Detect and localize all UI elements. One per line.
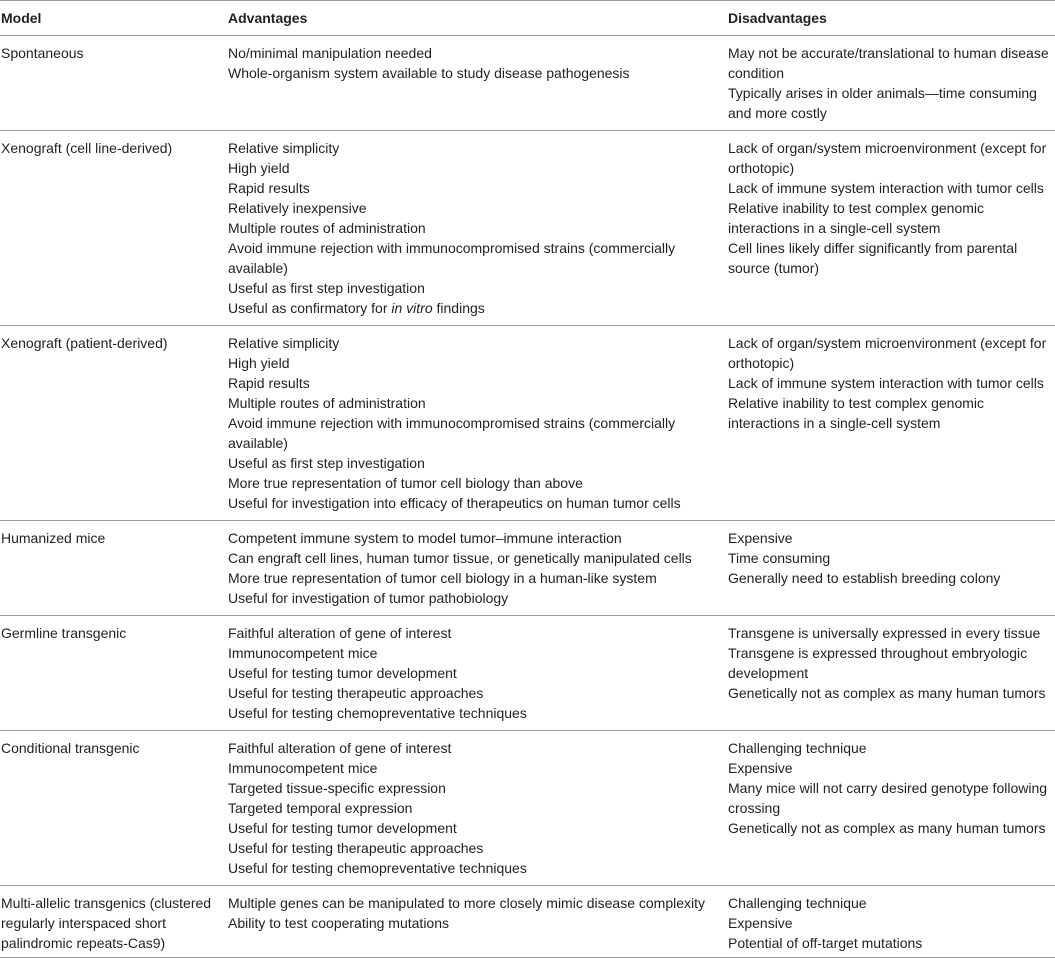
model-name: Xenograft (cell line-derived) (1, 140, 173, 156)
advantage-item: No/minimal manipulation needed (228, 45, 432, 61)
advantages-cell (228, 893, 728, 953)
advantage-item: Relative simplicity (228, 335, 340, 351)
advantage-item: Useful for testing tumor development (228, 665, 457, 681)
disadvantages-cell (728, 43, 1055, 123)
advantage-item: Can engraft cell lines, human tumor tissue, or genetically manipulated cells (228, 550, 692, 566)
model-cell (0, 528, 228, 608)
advantage-item: Rapid results (228, 180, 310, 196)
table-row (0, 886, 1055, 958)
advantage-item: Relative simplicity (228, 140, 340, 156)
model-cell (0, 138, 228, 318)
disadvantage-item: Potential of off-target mutations (728, 935, 923, 951)
advantages-cell (228, 623, 728, 723)
advantage-item: Whole-organism system available to study disease pathogenesis (228, 65, 630, 81)
advantage-item: High yield (228, 355, 290, 371)
disadvantages-cell (728, 623, 1055, 723)
advantage-item: Useful for testing chemopreventative techniques (228, 705, 527, 721)
advantage-item (228, 298, 728, 318)
advantage-item: Ability to test cooperating mutations (228, 915, 450, 931)
advantage-item: More true representation of tumor cell biology than above (228, 475, 583, 491)
disadvantage-item: Cell lines likely differ significantly from parental (728, 240, 1018, 256)
advantage-item: Faithful alteration of gene of interest (228, 625, 452, 641)
disadvantage-item: Expensive (728, 530, 793, 546)
model-name: regularly interspaced short (1, 915, 166, 931)
disadvantages-cell (728, 893, 1055, 953)
model-name: Spontaneous (1, 45, 84, 61)
disadvantage-item: Lack of immune system interaction with tumor cells (728, 375, 1044, 391)
advantage-item: Avoid immune rejection with immunocompromised strains (commercially (228, 240, 676, 256)
advantage-text: findings (432, 300, 485, 316)
table-row (0, 521, 1055, 616)
disadvantage-item: Lack of organ/system microenvironment (except for (728, 335, 1047, 351)
model-name: Xenograft (patient-derived) (1, 335, 168, 351)
table-row (0, 616, 1055, 731)
advantage-item: Useful for testing chemopreventative techniques (228, 860, 527, 876)
disadvantage-item: Expensive (728, 760, 793, 776)
advantage-item: Immunocompetent mice (228, 760, 378, 776)
disadvantage-item: May not be accurate/translational to human disease (728, 45, 1049, 61)
model-cell (0, 623, 228, 723)
table-row (0, 731, 1055, 886)
model-name: palindromic repeats-Cas9) (1, 935, 166, 951)
model-name: Conditional transgenic (1, 740, 140, 756)
advantage-item: Multiple routes of administration (228, 220, 426, 236)
model-cell (0, 893, 228, 953)
table-row (0, 36, 1055, 131)
advantages-cell (228, 43, 728, 123)
disadvantage-item: crossing (728, 800, 781, 816)
table-header (0, 0, 1055, 36)
disadvantage-item: Transgene is universally expressed in every tissue (728, 625, 1041, 641)
header-disadvantages: Disadvantages (728, 10, 827, 26)
advantages-cell (228, 333, 728, 513)
disadvantage-item: Generally need to establish breeding colony (728, 570, 1001, 586)
disadvantages-cell (728, 528, 1055, 608)
advantages-cell (228, 738, 728, 878)
advantage-item: Useful as first step investigation (228, 455, 425, 471)
header-advantages: Advantages (228, 10, 308, 26)
disadvantage-item: Relative inability to test complex genomic (728, 395, 985, 411)
advantage-item: Faithful alteration of gene of interest (228, 740, 452, 756)
advantage-item: High yield (228, 160, 290, 176)
advantage-text: Useful as confirmatory for (228, 300, 392, 316)
table-row (0, 131, 1055, 326)
disadvantage-item: and more costly (728, 105, 827, 121)
advantage-item: available) (228, 435, 288, 451)
disadvantage-item: Lack of immune system interaction with tumor cells (728, 180, 1044, 196)
model-cell (0, 738, 228, 878)
disadvantage-item: condition (728, 65, 785, 81)
disadvantage-item: interactions in a single-cell system (728, 220, 941, 236)
disadvantage-item: interactions in a single-cell system (728, 415, 941, 431)
advantage-item: Targeted temporal expression (228, 800, 413, 816)
disadvantage-item: Challenging technique (728, 895, 867, 911)
header-model: Model (1, 10, 42, 26)
disadvantages-cell (728, 138, 1055, 318)
disadvantage-item: Genetically not as complex as many human tumors (728, 820, 1046, 836)
advantage-italic-text: in vitro (391, 300, 433, 316)
advantage-item: Useful for testing therapeutic approaches (228, 685, 484, 701)
advantage-item: Useful for investigation into efficacy of therapeutics on human tumor cells (228, 495, 681, 511)
disadvantage-item: orthotopic) (728, 160, 795, 176)
advantage-item: Useful for testing tumor development (228, 820, 457, 836)
advantage-item: Useful for testing therapeutic approaches (228, 840, 484, 856)
model-name: Germline transgenic (1, 625, 127, 641)
advantage-item: Useful as first step investigation (228, 280, 425, 296)
disadvantages-cell (728, 738, 1055, 878)
disadvantage-item: Genetically not as complex as many human tumors (728, 685, 1046, 701)
advantage-item: Rapid results (228, 375, 310, 391)
advantage-item: Competent immune system to model tumor–immune interaction (228, 530, 622, 546)
advantages-cell (228, 528, 728, 608)
model-cell (0, 333, 228, 513)
disadvantage-item: Many mice will not carry desired genotype following (728, 780, 1048, 796)
advantage-item: More true representation of tumor cell biology in a human-like system (228, 570, 657, 586)
disadvantage-item: Relative inability to test complex genomic (728, 200, 985, 216)
disadvantage-item: development (728, 665, 809, 681)
advantage-item: Targeted tissue-specific expression (228, 780, 446, 796)
disadvantage-item: source (tumor) (728, 260, 820, 276)
advantage-item: Multiple routes of administration (228, 395, 426, 411)
advantage-item: Multiple genes can be manipulated to more closely mimic disease complexity (228, 895, 705, 911)
disadvantages-cell (728, 333, 1055, 513)
table-row (0, 326, 1055, 521)
advantage-item: Useful for investigation of tumor pathobiology (228, 590, 509, 606)
disadvantage-item: Transgene is expressed throughout embryologic (728, 645, 1028, 661)
advantage-item: Avoid immune rejection with immunocompromised strains (commercially (228, 415, 676, 431)
disadvantage-item: orthotopic) (728, 355, 795, 371)
advantage-item: available) (228, 260, 288, 276)
advantages-cell (228, 138, 728, 318)
disadvantage-item: Lack of organ/system microenvironment (except for (728, 140, 1047, 156)
advantage-item: Immunocompetent mice (228, 645, 378, 661)
disadvantage-item: Expensive (728, 915, 793, 931)
disadvantage-item: Challenging technique (728, 740, 867, 756)
advantage-item: Relatively inexpensive (228, 200, 367, 216)
disadvantage-item: Time consuming (728, 550, 831, 566)
model-name: Multi-allelic transgenics (clustered (1, 895, 212, 911)
model-name: Humanized mice (1, 530, 106, 546)
model-cell (0, 43, 228, 123)
disadvantage-item: Typically arises in older animals—time consuming (728, 85, 1037, 101)
